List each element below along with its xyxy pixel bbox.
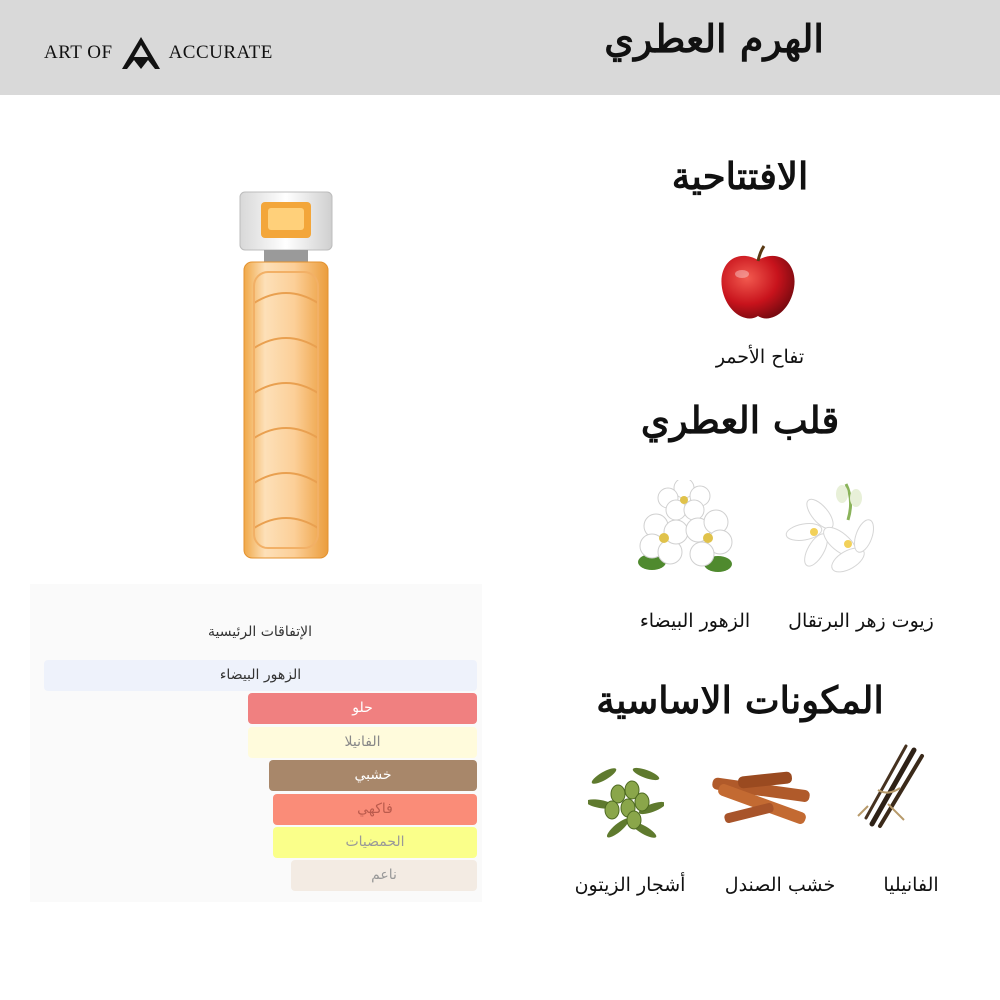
note-label: تفاح الأحمر [715, 346, 805, 368]
white-flowers-icon [638, 480, 734, 576]
accord-bar: الفانيلا [248, 727, 477, 758]
base-notes-title: المكونات الاساسية [596, 678, 884, 722]
note-label: الفانيليا [883, 874, 939, 896]
orange-blossom-icon [784, 480, 884, 576]
note-label: زيوت زهر البرتقال [788, 610, 934, 632]
note-label: أشجار الزيتون [574, 874, 686, 896]
olive-tree-icon [588, 764, 664, 838]
logo-mark-icon [121, 36, 161, 70]
accord-bar: الزهور البيضاء [44, 660, 477, 691]
vanilla-icon [848, 744, 928, 830]
sandalwood-icon [708, 770, 816, 826]
top-notes-title: الافتتاحية [671, 154, 809, 198]
logo-text-right: ACCURATE [168, 42, 273, 63]
perfume-bottle-image [228, 188, 344, 568]
accord-bar: فاكهي [273, 794, 477, 825]
header-bar [0, 0, 1000, 95]
brand-logo [44, 36, 273, 70]
accord-bar: حلو [248, 693, 477, 724]
note-label: خشب الصندل [724, 874, 836, 896]
accord-bar: الحمضيات [273, 827, 477, 858]
accord-bar: خشبي [269, 760, 477, 791]
accord-bar: ناعم [291, 860, 477, 891]
heart-notes-title: قلب العطري [640, 398, 840, 442]
logo-text-left: ART OF [44, 42, 113, 63]
accords-title: الإتفاقات الرئيسية [208, 624, 312, 640]
red-apple-icon [716, 244, 800, 322]
note-label: الزهور البيضاء [639, 610, 751, 632]
page-title: الهرم العطري [604, 16, 824, 61]
main-accords-panel [30, 584, 482, 902]
